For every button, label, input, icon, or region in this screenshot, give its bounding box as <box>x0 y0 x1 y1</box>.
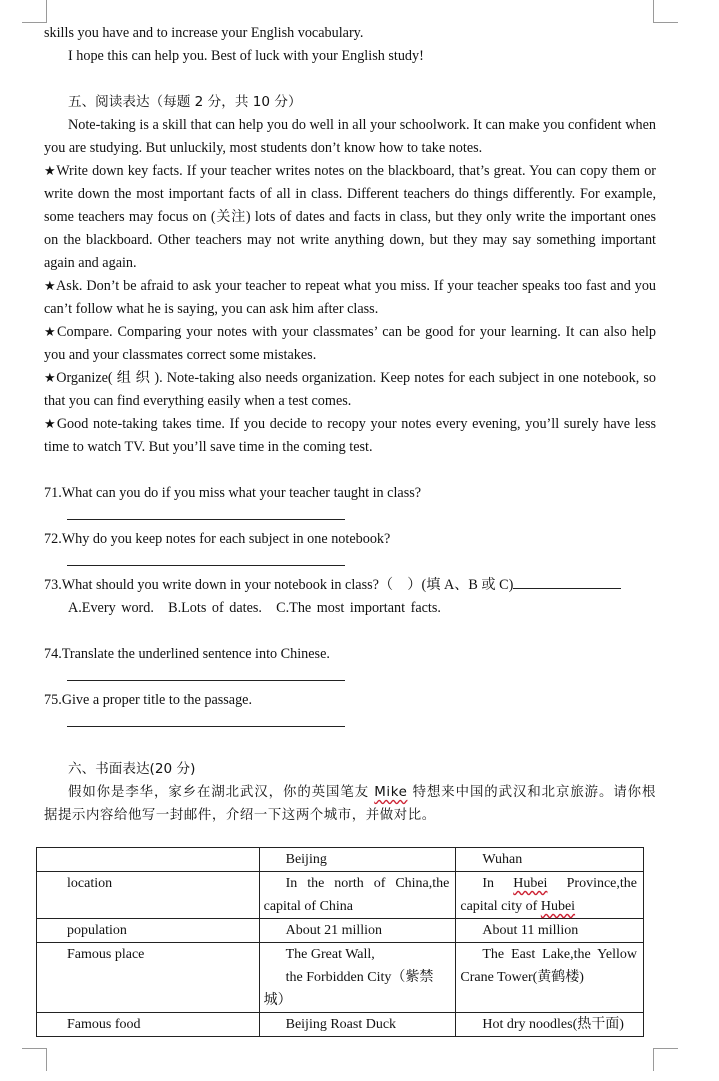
answer-line-72[interactable] <box>44 551 656 574</box>
crop-mark-top-left <box>22 0 47 23</box>
answer-line-75[interactable] <box>44 712 656 735</box>
table-row <box>37 1013 644 1037</box>
table-row <box>37 848 644 872</box>
table-cell: The East Lake,the Yellow Crane Tower(黄鹤楼) <box>456 943 644 1013</box>
table-cell: In Hubei Province,the capital city of Hubei <box>456 872 644 919</box>
question-75: 75.Give a proper title to the passage. <box>44 692 253 708</box>
table-cell: Beijing Roast Duck <box>259 1013 456 1037</box>
table-cell: Hot dry noodles(热干面) <box>456 1013 644 1037</box>
city-comparison-table <box>36 847 644 1037</box>
table-row <box>37 872 644 919</box>
question-74: 74.Translate the underlined sentence into Chinese. <box>44 646 330 662</box>
table-row <box>37 919 644 943</box>
intro-line-1: skills you have and to increase your English vocabulary. <box>44 25 364 41</box>
passage-paragraph: ★Compare. Comparing your notes with your classmates’ can be good for your learning. It can also help you and your classmates correct some mistakes. <box>44 324 656 363</box>
star-icon: ★ <box>44 417 57 432</box>
table-header-beijing: Beijing <box>259 848 456 872</box>
table-cell: In the north of China,the capital of China <box>259 872 456 919</box>
passage-paragraph: ★Organize( 组 织 ). Note-taking also needs organization. Keep notes for each subject in one notebook, so that you can find everything easily when a test comes. <box>44 370 656 409</box>
star-icon: ★ <box>44 279 57 294</box>
section-6-heading: 六、书面表达(20 分) <box>68 761 196 777</box>
table-row <box>37 943 644 1013</box>
passage-paragraph: ★Good note-taking takes time. If you decide to recopy your notes every evening, you’ll surely have less time to watch TV. But you’ll save time in the coming test. <box>44 416 656 455</box>
table-cell: The Great Wall, the Forbidden City（紫禁城） <box>259 943 456 1013</box>
answer-blank-73[interactable] <box>513 576 621 589</box>
writing-prompt: 假如你是李华，家乡在湖北武汉，你的英国笔友 Mike 特想来中国的武汉和北京旅游。请你根据提示内容给他写一封邮件，介绍一下这两个城市，并做对比。 <box>44 785 656 823</box>
row-label-population: population <box>37 919 260 943</box>
question-73-options: A.Every word. B.Lots of dates. C.The most important facts. <box>68 600 441 616</box>
table-cell: About 11 million <box>456 919 644 943</box>
passage-paragraph: Note-taking is a skill that can help you do well in all your schoolwork. It can make you confident when you are studying. But unluckily, most students don’t know how to take notes. <box>44 117 656 156</box>
passage-paragraph: ★Ask. Don’t be afraid to ask your teacher to repeat what you miss. If your teacher speaks too fast and you can’t follow what he is saying, you can ask him after class. <box>44 278 657 317</box>
crop-mark-bottom-left <box>22 1048 47 1071</box>
intro-line-2: I hope this can help you. Best of luck with your English study! <box>68 48 424 64</box>
question-73: 73.What should you write down in your notebook in class?（ ）(填 A、B 或 C) <box>44 574 656 597</box>
table-header-wuhan: Wuhan <box>456 848 644 872</box>
question-72: 72.Why do you keep notes for each subject in one notebook? <box>44 531 391 547</box>
crop-mark-top-right <box>653 0 678 23</box>
answer-line-71[interactable] <box>44 505 656 528</box>
document-page <box>44 22 656 827</box>
star-icon: ★ <box>44 325 58 340</box>
question-71: 71.What can you do if you miss what your teacher taught in class? <box>44 485 422 501</box>
star-icon: ★ <box>44 164 57 179</box>
table-cell <box>37 848 260 872</box>
star-icon: ★ <box>44 371 57 386</box>
row-label-famous-food: Famous food <box>37 1013 260 1037</box>
row-label-location: location <box>37 872 260 919</box>
table-cell: About 21 million <box>259 919 456 943</box>
crop-mark-bottom-right <box>653 1048 678 1071</box>
passage-paragraph: ★Write down key facts. If your teacher writes notes on the blackboard, that’s great. You can copy them or write down the most important facts of all in class. Different teachers do things differently. For example, some teachers may focus on (关注) lots of dates and facts in class, but they only write the important ones on the blackboard. Other teachers may not write anything down, but they may say something important again and again. <box>44 163 657 271</box>
section-5-heading: 五、阅读表达（每题 2 分，共 10 分） <box>68 94 302 110</box>
answer-line-74[interactable] <box>44 666 656 689</box>
row-label-famous-place: Famous place <box>37 943 260 1013</box>
